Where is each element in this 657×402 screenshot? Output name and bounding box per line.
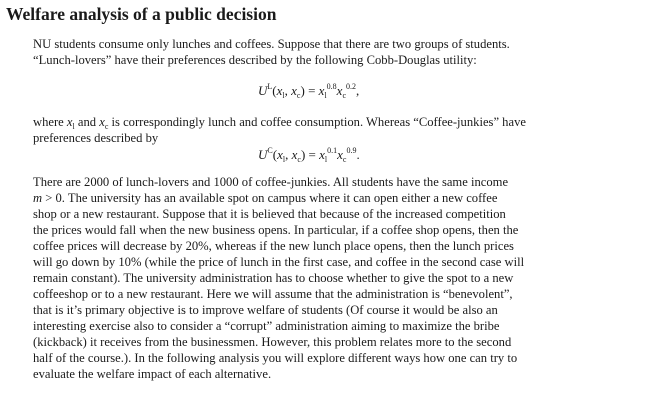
utility-symbol: U (258, 147, 268, 162)
exponent-coffee: 0.9 (346, 146, 357, 155)
body-line: will go down by 10% (while the price of lunch in the first case, and coffee in the second case will (33, 255, 525, 269)
body-line: coffeeshop or to a new restaurant. Here we will assume that the administration is “benevolent”, (33, 287, 513, 301)
after-equation-line-1: where $x_l$ and $x_c$ is correspondingly lunch and coffee consumption. Whereas “Coffee-junkies” have (33, 115, 526, 131)
body-line: (kickback) it receives from the businessmen. However, this problem relates more to the second (33, 335, 512, 349)
body-line: shop or a new restaurant. Suppose that it is believed that because of the increased competition (33, 207, 506, 221)
group-superscript: C (267, 146, 273, 155)
body-line: coffee prices will decrease by 20%, whereas if the new lunch place opens, then the lunch prices (33, 239, 514, 253)
exponent-lunch: 0.8 (326, 82, 337, 91)
var-lunch: x (276, 83, 283, 98)
sub-coffee: c (296, 91, 301, 100)
utility-symbol: U (258, 83, 268, 98)
after-equation-line-2: preferences described by (33, 131, 159, 145)
exponent-coffee: 0.2 (346, 82, 357, 91)
body-line: the prices would fall when the new business opens. In particular, if a coffee shop opens, then the (33, 223, 519, 237)
body-line: There are 2000 of lunch-lovers and 1000 of coffee-junkies. All students have the same income (33, 175, 509, 189)
sub-lunch: l (282, 91, 285, 100)
exponent-lunch: 0.1 (327, 146, 338, 155)
lunch-lovers-utility-equation: $U^L(x_l$, $x_c) = x_l^{0.8}x_c^{0.2}$, (258, 82, 360, 100)
body-line: interesting exercise also to consider a “corrupt” administration aiming to maximize the bribe (33, 319, 500, 333)
coffee-junkies-utility-equation: $U^C(x_l$, $x_c) = x_l^{0.1}x_c^{0.9}$. (258, 146, 360, 164)
var-coffee: x (291, 83, 297, 98)
body-line: evaluate the welfare impact of each alternative. (33, 367, 272, 381)
intro-line-1: NU students consume only lunches and coffees. Suppose that there are two groups of students. (33, 37, 510, 51)
body-line: m > 0. The university has an available spot on campus where it can open either a new coffee (33, 191, 498, 205)
body-line: half of the course.). In the following analysis you will explore different ways how one can try to (33, 351, 518, 365)
section-title: Welfare analysis of a public decision (6, 4, 277, 24)
intro-line-2: “Lunch-lovers” have their preferences described by the following Cobb-Douglas utility: (33, 53, 477, 67)
group-superscript: L (267, 82, 273, 91)
body-line: that is it’s primary objective is to improve welfare of students (Of course it would be also an (33, 303, 498, 317)
body-line: remain constant). The university administration has to choose whether to give the spot to a new (33, 271, 514, 285)
